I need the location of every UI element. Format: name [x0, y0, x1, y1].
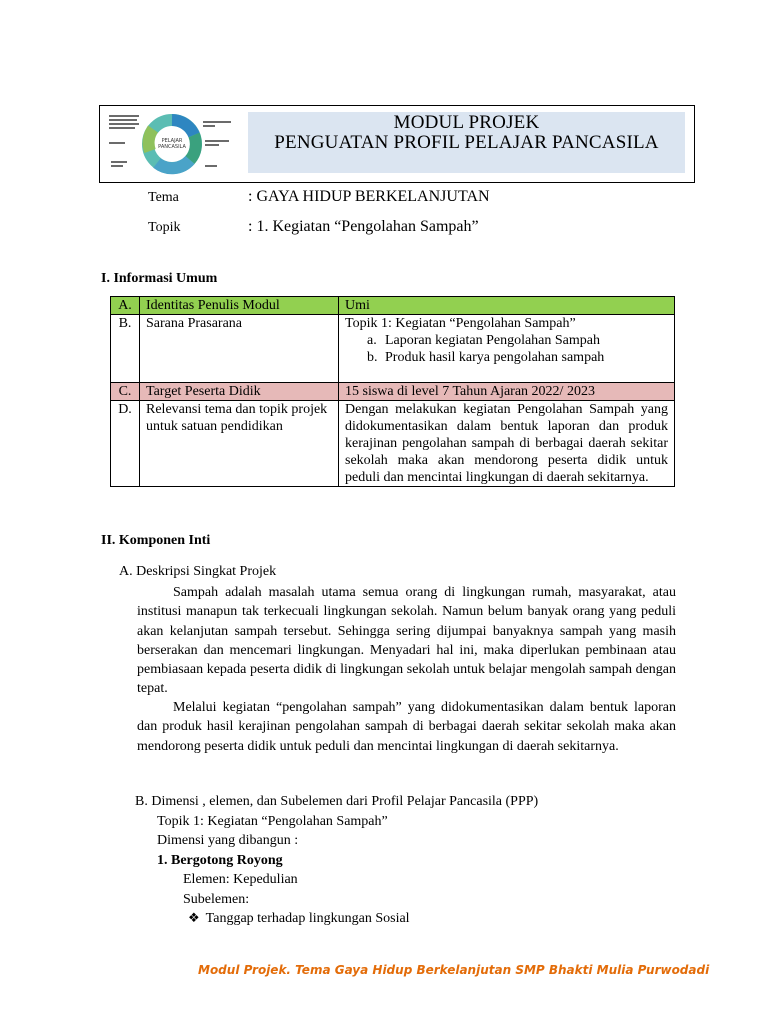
- table-row: [111, 383, 675, 401]
- section-2-heading: II. Komponen Inti: [101, 533, 211, 548]
- row-key: C.: [111, 383, 140, 401]
- list-item: [363, 349, 668, 366]
- list-item: [363, 332, 668, 349]
- b-subelemen-label: Subelemen:: [183, 892, 250, 907]
- b-elemen: Elemen: Kepedulian: [183, 872, 298, 887]
- subsection-a-title: A. Deskripsi Singkat Projek: [119, 564, 277, 579]
- row-key: B.: [111, 315, 140, 383]
- svg-text:PELAJAR: PELAJAR: [161, 138, 183, 144]
- tema-label: Tema: [148, 190, 179, 205]
- description-paragraph-2: Melalui kegiatan “pengolahan sampah” yang didokumentasikan dalam bentuk laporan dan produk hasil kerajinan pengolahan sampah di berbagai daerah sekitar sekolah maka akan mendorong peserta didik untuk peduli dan mencintai lingkungan di daerah sekitarnya.: [137, 700, 676, 754]
- row-label: Identitas Penulis Modul: [140, 297, 339, 315]
- module-title-line1: MODUL PROJEK: [393, 112, 540, 133]
- b-dimensi: Dimensi yang dibangun :: [157, 833, 299, 848]
- topik-value: : 1. Kegiatan “Pengolahan Sampah”: [248, 218, 479, 235]
- description-paragraph-1: Sampah adalah masalah utama semua orang di lingkungan rumah, masyarakat, atau institusi manapun tak terkecuali lingkungan sekolah. Namun belum banyak orang yang peduli akan kelanjutan sampah tersebut. Sehingga sering dijumpai banyaknya sampah yang masih berserakan dan mencemari lingkungan. Menyadari hal ini, maka diperlukan pembinaan atau pembiasaan kepada peserta didik di lingkungan sekolah untuk belajar mengolah sampah dengan tepat.: [137, 585, 676, 697]
- list-marker: b.: [367, 350, 378, 365]
- table-row: [111, 297, 675, 315]
- list-text: Produk hasil karya pengolahan sampah: [385, 350, 605, 365]
- list-text: Laporan kegiatan Pengolahan Sampah: [385, 333, 600, 348]
- row-value: Topik 1: Kegiatan “Pengolahan Sampah”: [345, 316, 576, 331]
- row-value-cell: [339, 315, 675, 383]
- table-row: [111, 401, 675, 487]
- subsection-b-title: B. Dimensi , elemen, dan Subelemen dari Profil Pelajar Pancasila (PPP): [135, 794, 539, 809]
- topik-label: Topik: [148, 220, 181, 235]
- page-footer: Modul Projek. Tema Gaya Hidup Berkelanjutan SMP Bhakti Mulia Purwodadi: [198, 963, 710, 977]
- informasi-umum-table: [110, 296, 675, 487]
- module-title-line2: PENGUATAN PROFIL PELAJAR PANCASILA: [274, 132, 659, 153]
- module-title-panel: [248, 112, 685, 173]
- row-key: D.: [111, 401, 140, 487]
- list-marker: a.: [367, 333, 377, 348]
- row-value: Umi: [339, 297, 675, 315]
- row-label: Sarana Prasarana: [140, 315, 339, 383]
- b-topik: Topik 1: Kegiatan “Pengolahan Sampah”: [157, 814, 388, 829]
- row-value: 15 siswa di level 7 Tahun Ajaran 2022/ 2023: [339, 383, 675, 401]
- profil-pelajar-pancasila-logo: [105, 109, 239, 179]
- table-row: [111, 315, 675, 383]
- row-value: Dengan melakukan kegiatan Pengolahan Sampah yang didokumentasikan dalam bentuk laporan dan produk kerajinan pengolahan sampah di berbagai daerah sekitar sekolah maka akan mendorong peserta didik untuk peduli dan mencintai lingkungan di daerah sekitarnya.: [339, 401, 675, 487]
- diamond-bullet-icon: ❖: [188, 911, 200, 926]
- list-item: [188, 911, 410, 927]
- tema-value: : GAYA HIDUP BERKELANJUTAN: [248, 188, 490, 205]
- section-1-heading: I. Informasi Umum: [101, 271, 218, 286]
- row-label: Target Peserta Didik: [140, 383, 339, 401]
- b-item-bergotong-royong: 1. Bergotong Royong: [157, 853, 283, 868]
- b-bullet-text: Tanggap terhadap lingkungan Sosial: [205, 911, 410, 926]
- row-key: A.: [111, 297, 140, 315]
- svg-text:PANCASILA: PANCASILA: [158, 144, 186, 150]
- row-label: Relevansi tema dan topik projek untuk satuan pendidikan: [140, 401, 339, 487]
